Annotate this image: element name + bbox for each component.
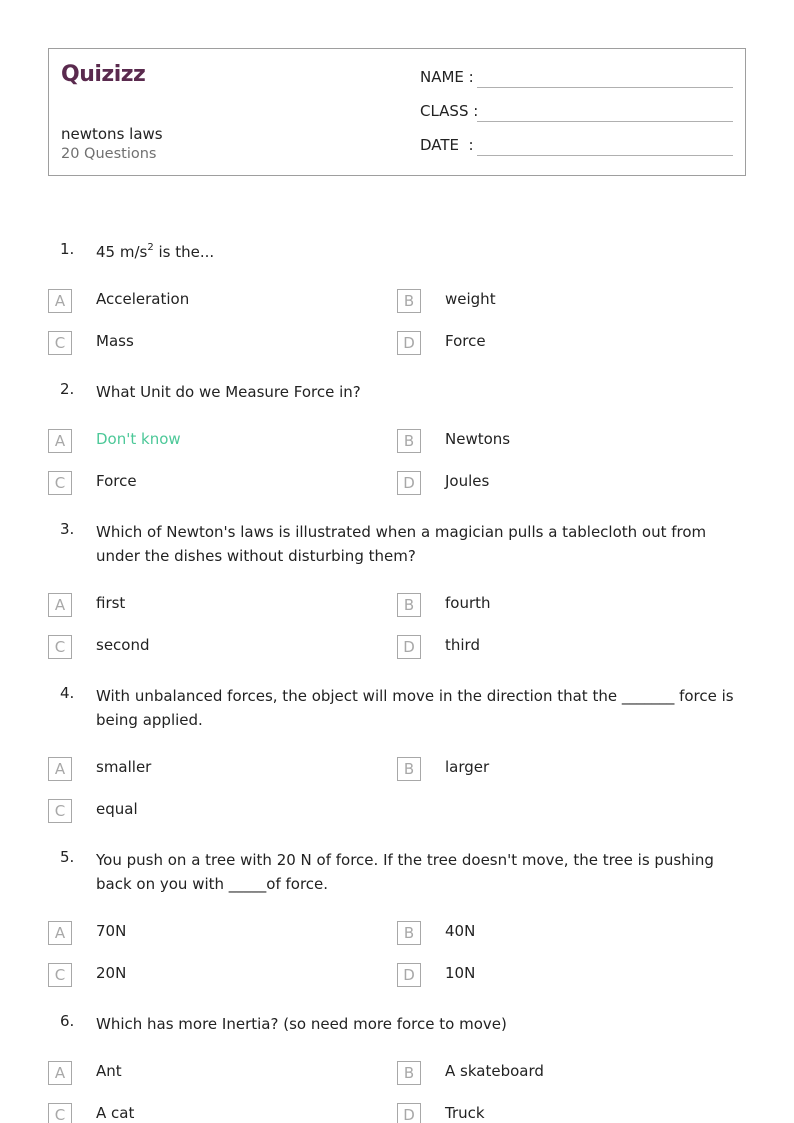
option-letter: C <box>48 963 72 987</box>
date-line[interactable] <box>477 155 733 156</box>
option-letter: B <box>397 593 421 617</box>
question-number: 5. <box>60 848 75 866</box>
option-text: smaller <box>96 758 152 776</box>
question-number: 2. <box>60 380 75 398</box>
option-text: Force <box>445 332 486 350</box>
question-number: 1. <box>60 240 75 258</box>
option-text: A skateboard <box>445 1062 544 1080</box>
option-letter: B <box>397 429 421 453</box>
option-letter: C <box>48 799 72 823</box>
name-label: NAME : <box>420 68 474 86</box>
option-letter: C <box>48 635 72 659</box>
option-letter: A <box>48 429 72 453</box>
option-letter: D <box>397 635 421 659</box>
question-count: 20 Questions <box>61 146 157 162</box>
option-text: A cat <box>96 1104 135 1122</box>
question-text: 45 $m/s^2$ is the... <box>96 242 215 261</box>
option-text: 20N <box>96 964 127 982</box>
question-text: You push on a tree with 20 N of force. If the tree doesn't move, the tree is pushing back on you with _____of force. <box>96 851 714 893</box>
option-text: Joules <box>445 472 490 490</box>
option-text: third <box>445 636 480 654</box>
option-letter: B <box>397 1061 421 1085</box>
question-number: 3. <box>60 520 75 538</box>
question-text: What Unit do we Measure Force in? <box>96 383 361 401</box>
option-text: Force <box>96 472 137 490</box>
class-line[interactable] <box>477 121 733 122</box>
option-text: weight <box>445 290 496 308</box>
option-letter: A <box>48 921 72 945</box>
option-text: Mass <box>96 332 134 350</box>
option-letter: C <box>48 331 72 355</box>
option-text: Acceleration <box>96 290 190 308</box>
option-text: 70N <box>96 922 127 940</box>
option-letter: D <box>397 331 421 355</box>
option-letter: D <box>397 471 421 495</box>
option-text: Ant <box>96 1062 122 1080</box>
question-text: Which of Newton's laws is illustrated when a magician pulls a tablecloth out from under the dishes without disturbing them? <box>96 523 707 565</box>
option-text: equal <box>96 800 138 818</box>
option-letter: D <box>397 1103 421 1123</box>
option-text: 10N <box>445 964 476 982</box>
quizizz-logo <box>61 59 153 87</box>
option-text: fourth <box>445 594 491 612</box>
question-text: Which has more Inertia? (so need more force to move) <box>96 1015 507 1033</box>
class-label: CLASS : <box>420 102 479 120</box>
option-text: Newtons <box>445 430 511 448</box>
option-text: first <box>96 594 126 612</box>
svg-text:Quizizz: Quizizz <box>61 62 146 87</box>
option-letter: A <box>48 757 72 781</box>
question-number: 4. <box>60 684 75 702</box>
question-number: 6. <box>60 1012 75 1030</box>
option-letter: D <box>397 963 421 987</box>
option-text: 40N <box>445 922 476 940</box>
option-letter: B <box>397 289 421 313</box>
name-line[interactable] <box>477 87 733 88</box>
question-text: With unbalanced forces, the object will move in the direction that the _______ force is being applied. <box>96 687 734 729</box>
option-letter: B <box>397 757 421 781</box>
option-letter: A <box>48 593 72 617</box>
option-text: second <box>96 636 150 654</box>
option-letter: B <box>397 921 421 945</box>
option-text: Don't know <box>96 430 181 448</box>
option-letter: C <box>48 471 72 495</box>
option-letter: A <box>48 1061 72 1085</box>
option-text: larger <box>445 758 490 776</box>
option-text: Truck <box>445 1104 485 1122</box>
option-letter: A <box>48 289 72 313</box>
date-label: DATE : <box>420 136 474 154</box>
quiz-title: newtons laws <box>61 125 163 143</box>
worksheet-header <box>48 48 746 176</box>
option-letter: C <box>48 1103 72 1123</box>
